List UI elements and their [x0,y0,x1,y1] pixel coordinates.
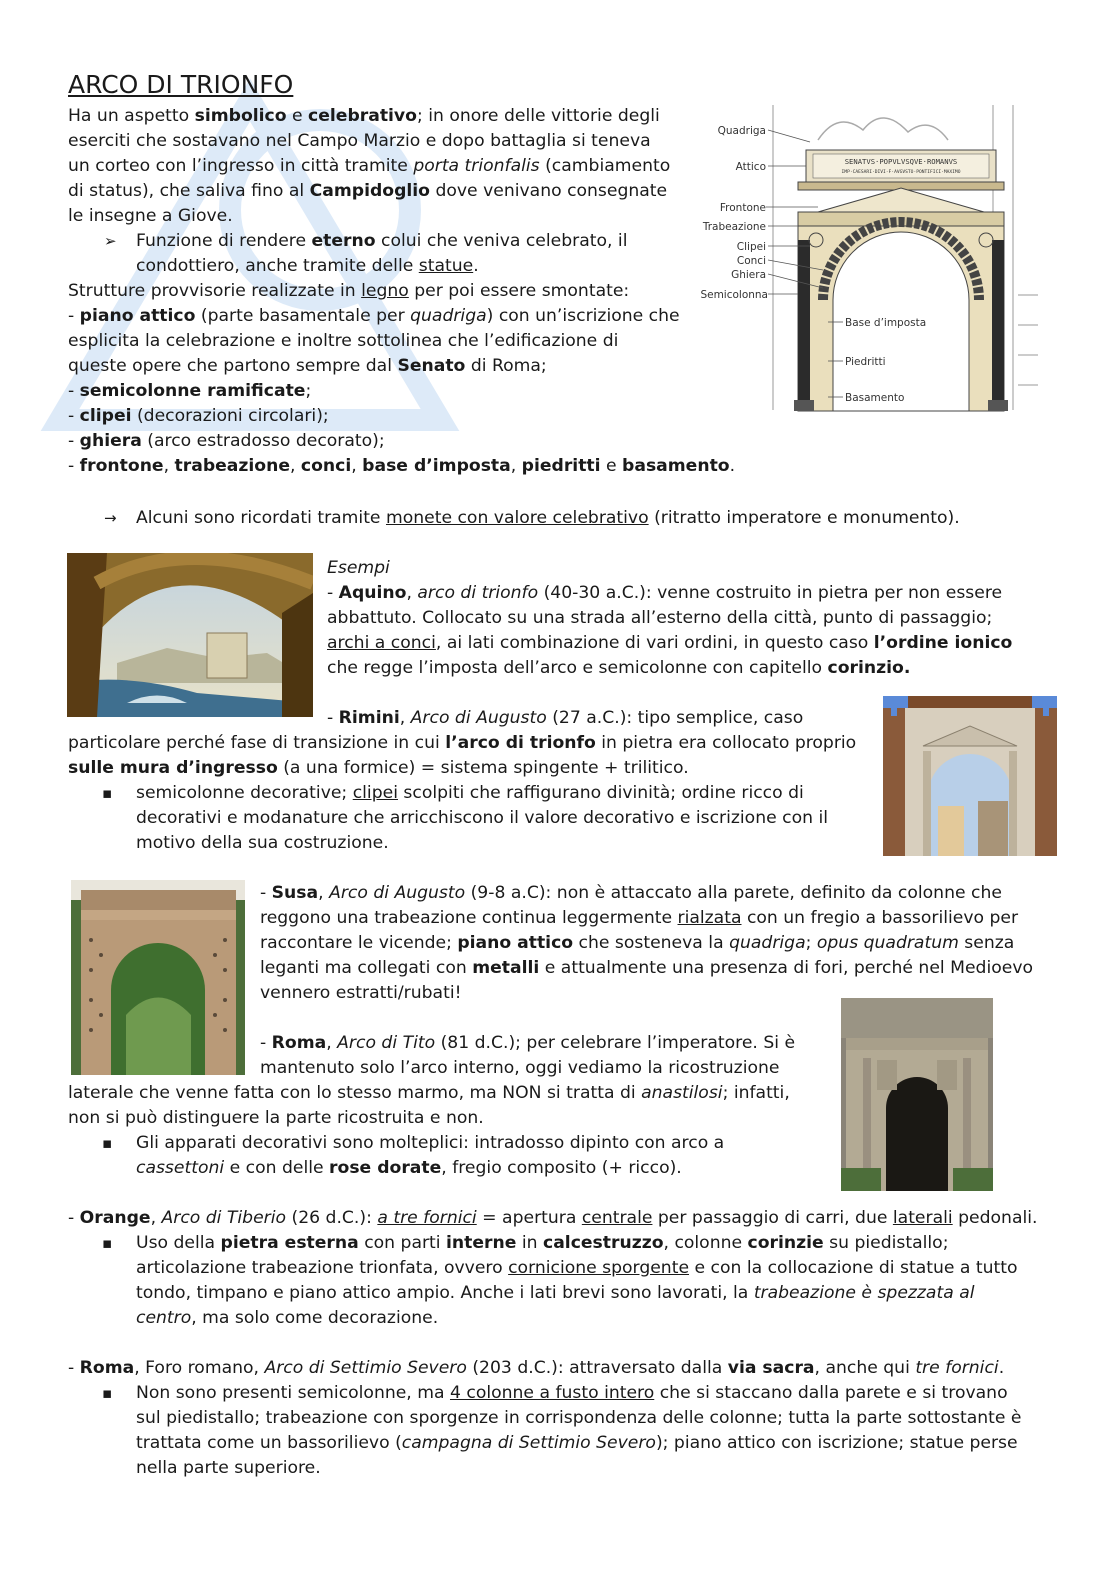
orange-bullet-line-2: articolazione trabeazione trionfata, ovvero cornicione sporgente e con la collocazione di statue a tutto [136,1258,1018,1278]
label-piedritti: Piedritti [845,356,886,368]
tito-bullet-line-1: Gli apparati decorativi sono molteplici: intradosso dipinto con arco a [136,1133,725,1153]
label-semicolonna: Semicolonna [700,289,768,301]
label-basamento: Basamento [845,392,905,404]
susa-line-3: raccontare le vicende; piano attico che sosteneva la quadriga; opus quadratum senza [260,933,1015,953]
examples-heading: Esempi [327,558,390,578]
arrow-bullet-icon: ➢ [104,232,117,250]
tito-line-2: mantenuto solo l’arco interno, oggi vediamo la ricostruzione [260,1058,780,1078]
intro-line-4: di status), che saliva fino al Campidoglio dove venivano consegnate [68,181,668,201]
severo-bullet-line-2: sul piedistallo; trabeazione con sporgenze in corrispondenza delle colonne; tutta la parte sottostante è [136,1408,1022,1428]
severo-bullet-line-4: nella parte superiore. [136,1458,321,1478]
inscription-line-1: SENATVS·POPVLVSQVE·ROMANVS [844,157,958,166]
intro-line-2: eserciti che sostavano nel Campo Marzio e dopo battaglia si teneva [68,131,651,151]
structures-line-4: queste opere che partono sempre dal Senato di Roma; [68,356,547,376]
label-quadriga: Quadriga [717,125,766,137]
label-frontone: Frontone [719,202,766,214]
structures-line-5: - semicolonne ramificate; [68,381,312,401]
structures-line-8: - frontone, trabeazione, conci, base d’imposta, piedritti e basamento. [68,456,736,476]
right-arrow-icon: → [104,509,117,527]
aquino-line-2: abbattuto. Collocato su una strada all’esterno della città, punto di passaggio; [327,608,993,628]
inscription-line-2: IMP·CAESARI·DIVI·F·AVGVSTO·PONTIFICI·MAXIMO [841,170,961,175]
rimini-line-3: sulle mura d’ingresso (a una formice) = sistema spingente + trilitico. [68,758,689,778]
susa-line-5: vennero estratti/rubati! [260,983,462,1003]
tito-line-4: non si può distinguere la parte ricostruita e non. [68,1108,484,1128]
arch-diagram [698,100,1038,416]
intro-line-1: Ha un aspetto simbolico e celebrativo; in onore delle vittorie degli [68,106,660,126]
structures-line-2: - piano attico (parte basamentale per quadriga) con un’iscrizione che [68,306,680,326]
label-clipei: Clipei [736,241,766,253]
label-ghiera: Ghiera [731,269,766,281]
label-conci: Conci [736,255,766,267]
bullet1-line-1: Funzione di rendere eterno colui che veniva celebrato, il [136,231,628,251]
square-bullet-icon: ▪ [102,1234,113,1252]
structures-line-3: esplicita la celebrazione e inoltre sottolinea che l’edificazione di [68,331,619,351]
susa-line-2: reggono una trabeazione continua leggermente rialzata con un fregio a bassorilievo per [260,908,1019,928]
susa-line-1: - Susa, Arco di Augusto (9-8 a.C): non è attaccato alla parete, definito da colonne che [260,883,1002,903]
tito-line-1: - Roma, Arco di Tito (81 d.C.); per celebrare l’imperatore. Si è [260,1033,796,1053]
tito-arch-image [841,998,993,1191]
susa-arch-image [71,880,245,1075]
rimini-bullet-line-1: semicolonne decorative; clipei scolpiti che raffigurano divinità; ordine ricco di [136,783,804,803]
structures-line-6: - clipei (decorazioni circolari); [68,406,329,426]
aquino-line-4: che regge l’imposta dell’arco e semicolonne con capitello corinzio. [327,658,911,678]
coins-line: Alcuni sono ricordati tramite monete con valore celebrativo (ritratto imperatore e monumento). [136,508,960,528]
tito-bullet-line-2: cassettoni e con delle rose dorate, fregio composito (+ ricco). [136,1158,682,1178]
label-attico: Attico [735,161,766,173]
orange-bullet-line-3: tondo, timpano e piano attico ampio. Anche i lati brevi sono lavorati, la trabeazione è spezzata al [136,1283,975,1303]
susa-line-4: leganti ma collegati con metalli e attualmente una presenza di fori, perché nel Medioevo [260,958,1034,978]
orange-line-1: - Orange, Arco di Tiberio (26 d.C.): a tre fornici = apertura centrale per passaggio di carri, due laterali pedonali. [68,1208,1038,1228]
label-base-imposta: Base d’imposta [845,317,927,329]
rimini-line-1: - Rimini, Arco di Augusto (27 a.C.): tipo semplice, caso [327,708,804,728]
severo-bullet-line-1: Non sono presenti semicolonne, ma 4 colonne a fusto intero che si staccano dalla parete e si trovano [136,1383,1008,1403]
aquino-line-1: - Aquino, arco di trionfo (40-30 a.C.): venne costruito in pietra per non essere [327,583,1003,603]
square-bullet-icon: ▪ [102,784,113,802]
label-trabeazione: Trabeazione [702,221,766,233]
orange-bullet-line-1: Uso della pietra esterna con parti interne in calcestruzzo, colonne corinzie su piedistallo; [136,1233,949,1253]
square-bullet-icon: ▪ [102,1134,113,1152]
rimini-bullet-line-2: decorativi e modanature che arricchiscono il valore decorativo e iscrizione con il [136,808,828,828]
severo-bullet-line-3: trattata come un bassorilievo (campagna di Settimio Severo); piano attico con iscrizione; statue perse [136,1433,1018,1453]
structures-line-1: Strutture provvisorie realizzate in legno per poi essere smontate: [68,281,630,301]
rimini-arch-image [883,696,1057,856]
bullet1-line-2: condottiero, anche tramite delle statue. [136,256,479,276]
aquino-arch-image [67,553,313,717]
tito-line-3: laterale che venne fatta con lo stesso marmo, ma NON si tratta di anastilosi; infatti, [68,1083,790,1103]
rimini-bullet-line-3: motivo della sua costruzione. [136,833,389,853]
page-title: ARCO DI TRIONFO [68,70,294,99]
orange-bullet-line-4: centro, ma solo come decorazione. [136,1308,439,1328]
aquino-line-3: archi a conci, ai lati combinazione di vari ordini, in questo caso l’ordine ionico [327,633,1013,653]
intro-line-5: le insegne a Giove. [68,206,233,226]
severo-line-1: - Roma, Foro romano, Arco di Settimio Severo (203 d.C.): attraversato dalla via sacra, anche qui tre fornici. [68,1358,1005,1378]
rimini-line-2: particolare perché fase di transizione in cui l’arco di trionfo in pietra era collocato proprio [68,733,857,753]
square-bullet-icon: ▪ [102,1384,113,1402]
structures-line-7: - ghiera (arco estradosso decorato); [68,431,385,451]
intro-line-3: un corteo con l’ingresso in città tramite porta trionfalis (cambiamento [68,156,671,176]
